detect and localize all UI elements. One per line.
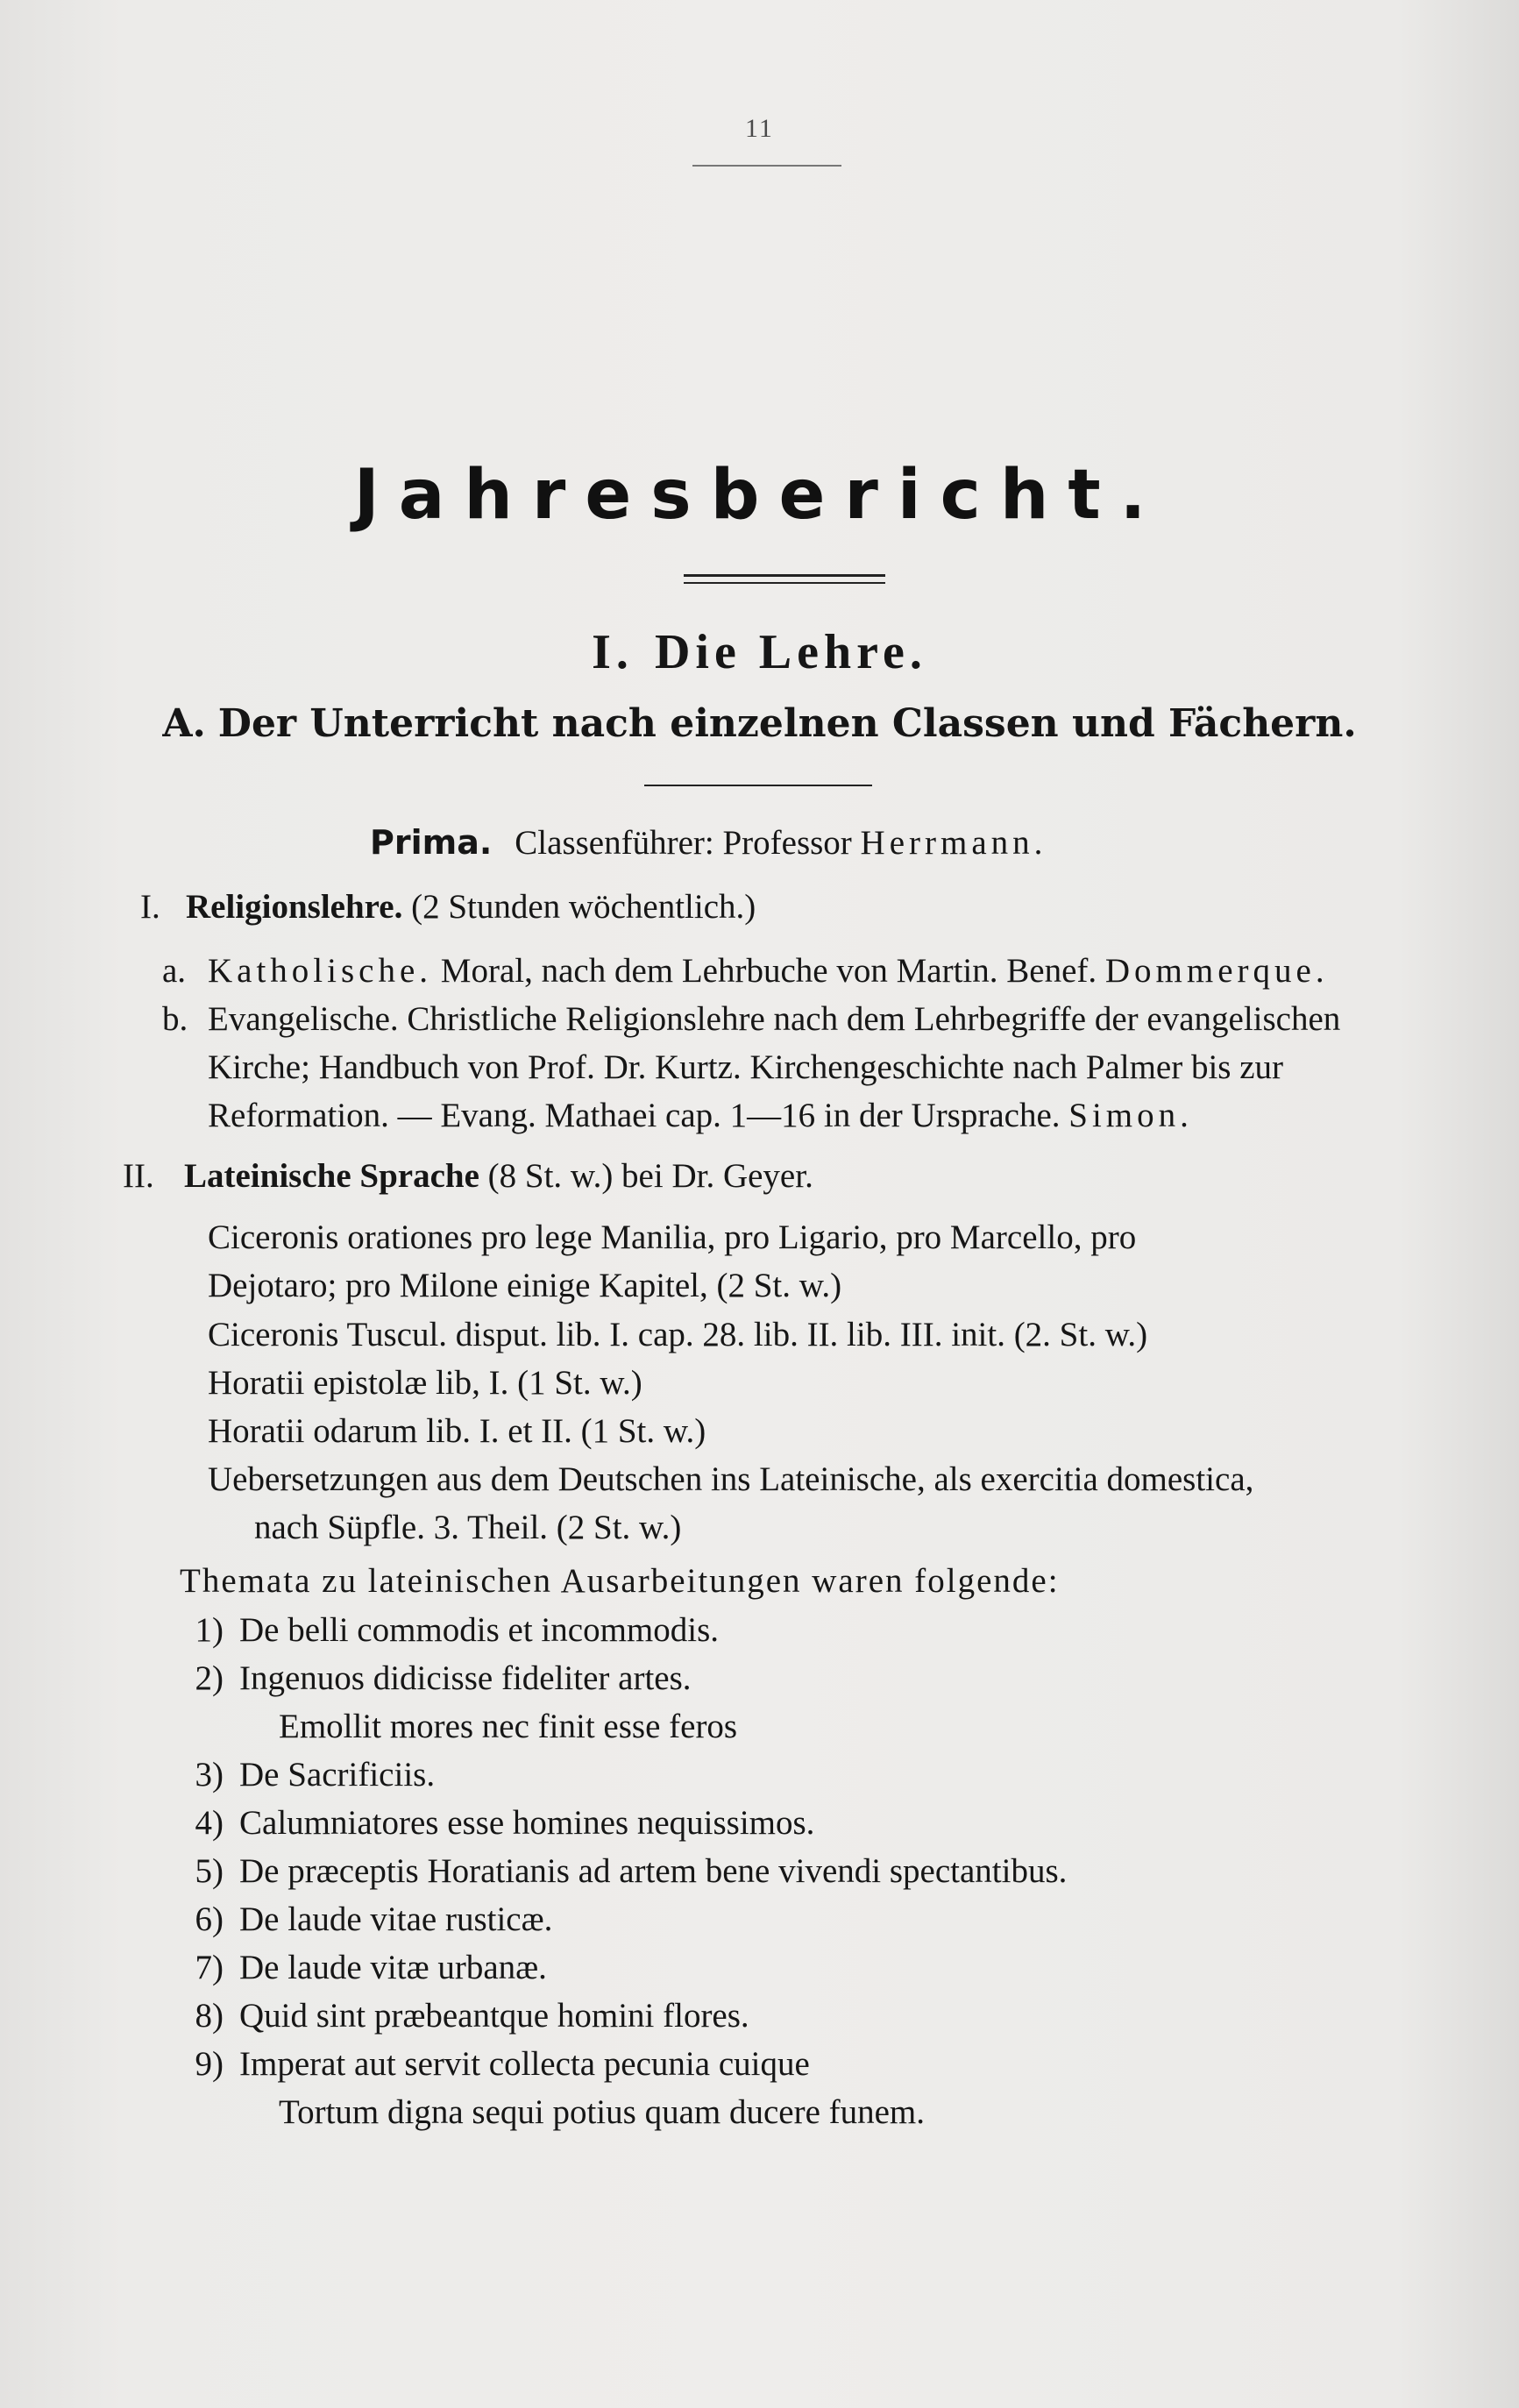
latin-line-3: Ciceronis Tuscul. disput. lib. I. cap. 28. lib. II. lib. III. init. (2. St. w.) <box>208 1316 1148 1353</box>
theme-item <box>171 1661 692 1695</box>
latin-line-4: Horatii epistolæ lib, I. (1 St. w.) <box>208 1364 642 1402</box>
religion-catholic-line <box>162 954 1329 988</box>
religion-title: Religionslehre. <box>186 888 403 926</box>
theme-text: Ingenuos didicisse fideliter artes. <box>239 1659 692 1697</box>
theme-item <box>171 2047 810 2081</box>
theme-continuation: Emollit mores nec finit esse feros <box>279 1708 738 1745</box>
theme-number: 6) <box>195 1900 224 1938</box>
religion-protestant-line-1 <box>162 1002 1340 1036</box>
theme-item <box>171 1902 552 1936</box>
latin-title: Lateinische Sprache <box>184 1157 479 1195</box>
protestant-text-3: Reformation. — Evang. Mathaei cap. 1—16 in der Ursprache. <box>208 1097 1061 1134</box>
subsection-rule <box>644 785 872 786</box>
section-heading <box>0 624 1519 680</box>
theme-text: De laude vitae rusticæ. <box>239 1900 553 1938</box>
theme-text: Calumniatores esse homines nequissimos. <box>239 1804 815 1842</box>
religion-protestant-line-3 <box>208 1098 1193 1133</box>
religion-hours: (2 Stunden wöchentlich.) <box>411 888 756 926</box>
latin-line-6: Uebersetzungen aus dem Deutschen ins Lateinische, als exercitia domestica, <box>208 1460 1254 1498</box>
subsection-title: Der Unterricht nach einzelnen Classen und Fächern. <box>217 701 1357 746</box>
theme-text: De præceptis Horatianis ad artem bene vivendi spectantibus. <box>239 1852 1068 1890</box>
theme-number: 5) <box>195 1852 224 1890</box>
theme-number: 1) <box>195 1611 224 1649</box>
subsection-heading <box>0 701 1519 746</box>
theme-text: De Sacrificiis. <box>239 1756 436 1794</box>
theme-item <box>171 1999 749 2033</box>
theme-text: Imperat aut servit collecta pecunia cuique <box>239 2045 810 2083</box>
latin-line-7: nach Süpfle. 3. Theil. (2 St. w.) <box>254 1509 682 1546</box>
theme-item <box>171 1854 1067 1888</box>
theme-number: 2) <box>195 1659 224 1697</box>
theme-text: De laude vitæ urbanæ. <box>239 1949 547 1986</box>
page-number-rule <box>692 165 841 167</box>
protestant-teacher: Simon. <box>1068 1097 1193 1134</box>
theme-number: 8) <box>195 1997 224 2035</box>
theme-number: 3) <box>195 1756 224 1794</box>
religion-heading <box>140 890 756 924</box>
catholic-marker: a. <box>162 952 187 990</box>
page-number: 11 <box>745 114 774 143</box>
section-number: I. <box>592 625 634 679</box>
class-line <box>370 823 1047 862</box>
themes-intro: Themata zu lateinischen Ausarbeitungen waren folgende: <box>180 1562 1060 1600</box>
latin-number: II. <box>123 1157 154 1195</box>
theme-text: Quid sint præbeantque homini flores. <box>239 1997 749 2035</box>
theme-item <box>171 1758 435 1792</box>
theme-number: 9) <box>195 2045 224 2083</box>
subsection-letter: A. <box>162 701 206 746</box>
class-leader-text: Classenführer: Professor <box>515 824 861 862</box>
theme-item <box>171 1950 547 1985</box>
latin-line-5: Horatii odarum lib. I. et II. (1 St. w.) <box>208 1412 706 1450</box>
theme-number: 7) <box>195 1949 224 1986</box>
latin-heading <box>123 1159 813 1193</box>
theme-item <box>171 1806 814 1840</box>
catholic-label: Katholische. <box>208 952 433 990</box>
protestant-marker: b. <box>162 1000 188 1038</box>
title-rule-bottom <box>684 582 885 584</box>
catholic-text: Moral, nach dem Lehrbuche von Martin. Benef. <box>440 952 1097 990</box>
latin-hours: (8 St. w.) bei Dr. Geyer. <box>487 1157 813 1195</box>
protestant-text-1: Evangelische. Christliche Religionslehre nach dem Lehrbegriffe der evangelischen <box>208 1000 1341 1038</box>
page-title: Jahresbericht. <box>353 456 1166 535</box>
section-title: Die Lehre. <box>654 625 927 679</box>
theme-number: 4) <box>195 1804 224 1842</box>
catholic-teacher: Dommerque. <box>1104 952 1329 990</box>
latin-line-1: Ciceronis orationes pro lege Manilia, pro Ligario, pro Marcello, pro <box>208 1218 1137 1256</box>
theme-text: De belli commodis et incommodis. <box>239 1611 720 1649</box>
title-rule-top <box>684 574 885 577</box>
religion-protestant-line-2 <box>208 1050 1283 1084</box>
theme-item <box>171 1613 719 1647</box>
theme-continuation: Tortum digna sequi potius quam ducere funem. <box>279 2093 926 2131</box>
class-label: Prima. <box>370 823 493 862</box>
religion-number: I. <box>140 888 160 926</box>
protestant-text-2: Kirche; Handbuch von Prof. Dr. Kurtz. Kirchengeschichte nach Palmer bis zur <box>208 1048 1284 1086</box>
class-leader-name: Herrmann. <box>860 824 1047 862</box>
latin-line-2: Dejotaro; pro Milone einige Kapitel, (2 St. w.) <box>208 1267 842 1304</box>
